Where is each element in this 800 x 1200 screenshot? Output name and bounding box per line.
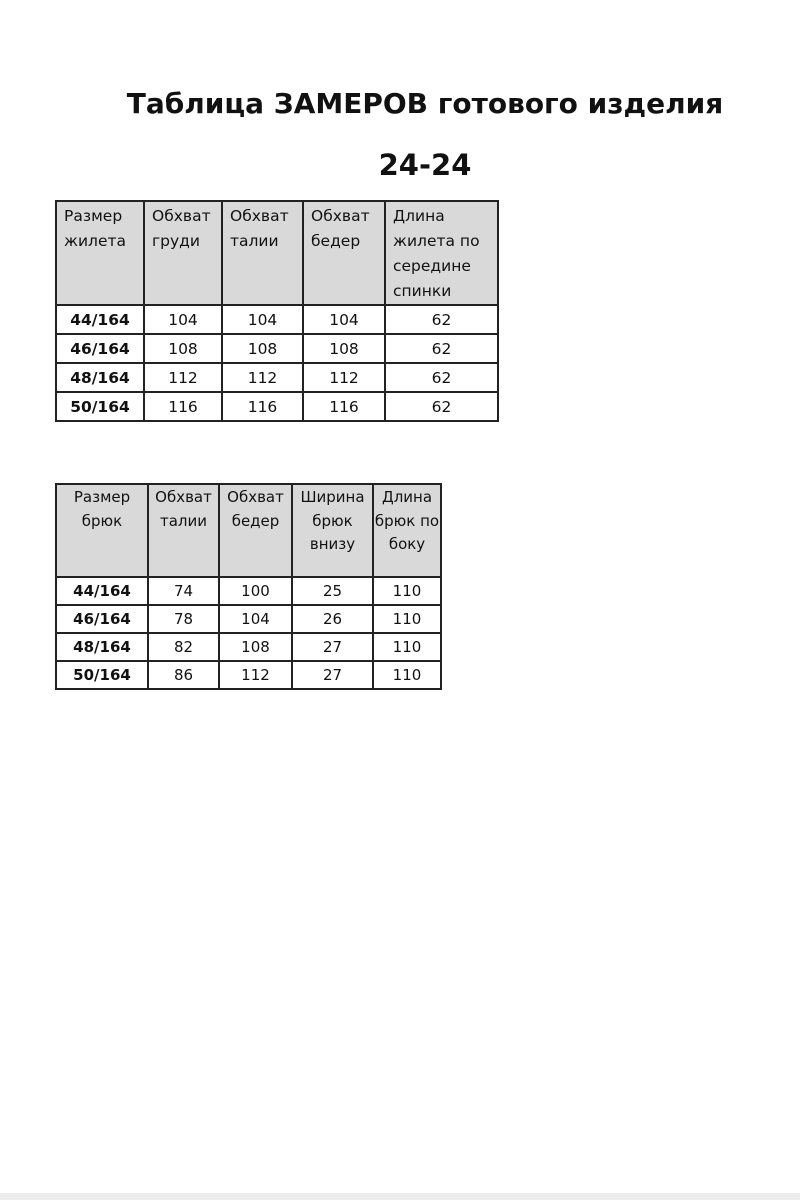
header-cell: Обхват талии: [222, 201, 303, 305]
table-cell: 82: [148, 633, 219, 661]
table-cell: 104: [222, 305, 303, 334]
table-cell: 110: [373, 633, 441, 661]
size-cell: 50/164: [56, 661, 148, 689]
size-cell: 44/164: [56, 305, 144, 334]
table-row: [56, 305, 498, 334]
table-cell: 100: [219, 577, 292, 605]
header-cell: Размер жилета: [56, 201, 144, 305]
table-cell: 108: [219, 633, 292, 661]
table-cell: 110: [373, 577, 441, 605]
table-cell: 62: [385, 363, 498, 392]
table-cell: 27: [292, 633, 373, 661]
table-cell: 112: [222, 363, 303, 392]
header-cell: Обхват груди: [144, 201, 222, 305]
table-row: [56, 577, 441, 605]
table-row: [56, 392, 498, 421]
table-cell: 25: [292, 577, 373, 605]
table-cell: 108: [144, 334, 222, 363]
size-cell: 50/164: [56, 392, 144, 421]
header-cell: Длина брюк по боку: [373, 484, 441, 577]
header-cell: Длина жилета по середине спинки: [385, 201, 498, 305]
size-cell: 46/164: [56, 605, 148, 633]
model-code: 24-24: [378, 148, 472, 182]
table-cell: 86: [148, 661, 219, 689]
table-cell: 112: [144, 363, 222, 392]
header-cell: Ширина брюк внизу: [292, 484, 373, 577]
header-cell: Обхват талии: [148, 484, 219, 577]
table-cell: 26: [292, 605, 373, 633]
header-cell: Обхват бедер: [303, 201, 385, 305]
size-cell: 48/164: [56, 363, 144, 392]
header-cell: Размер брюк: [56, 484, 148, 577]
table-cell: 110: [373, 661, 441, 689]
table-cell: 112: [219, 661, 292, 689]
table-cell: 116: [222, 392, 303, 421]
table-cell: 112: [303, 363, 385, 392]
page-title: Таблица ЗАМЕРОВ готового изделия: [126, 87, 724, 120]
table-cell: 104: [303, 305, 385, 334]
pants-measurements-table: [55, 483, 442, 690]
table-cell: 116: [303, 392, 385, 421]
table-header-row: [56, 201, 498, 305]
table-cell: 62: [385, 334, 498, 363]
table-header-row: [56, 484, 441, 577]
vest-measurements-table: [55, 200, 499, 422]
table-cell: 78: [148, 605, 219, 633]
table-cell: 62: [385, 305, 498, 334]
table-cell: 104: [144, 305, 222, 334]
table-cell: 74: [148, 577, 219, 605]
table-cell: 108: [303, 334, 385, 363]
table-cell: 27: [292, 661, 373, 689]
table-cell: 110: [373, 605, 441, 633]
table-cell: 62: [385, 392, 498, 421]
size-cell: 46/164: [56, 334, 144, 363]
table-row: [56, 605, 441, 633]
table-row: [56, 334, 498, 363]
table-cell: 116: [144, 392, 222, 421]
size-cell: 48/164: [56, 633, 148, 661]
size-cell: 44/164: [56, 577, 148, 605]
page-bottom-divider: [0, 1193, 800, 1200]
table-row: [56, 633, 441, 661]
table-row: [56, 661, 441, 689]
header-cell: Обхват бедер: [219, 484, 292, 577]
table-cell: 108: [222, 334, 303, 363]
table-row: [56, 363, 498, 392]
table-cell: 104: [219, 605, 292, 633]
